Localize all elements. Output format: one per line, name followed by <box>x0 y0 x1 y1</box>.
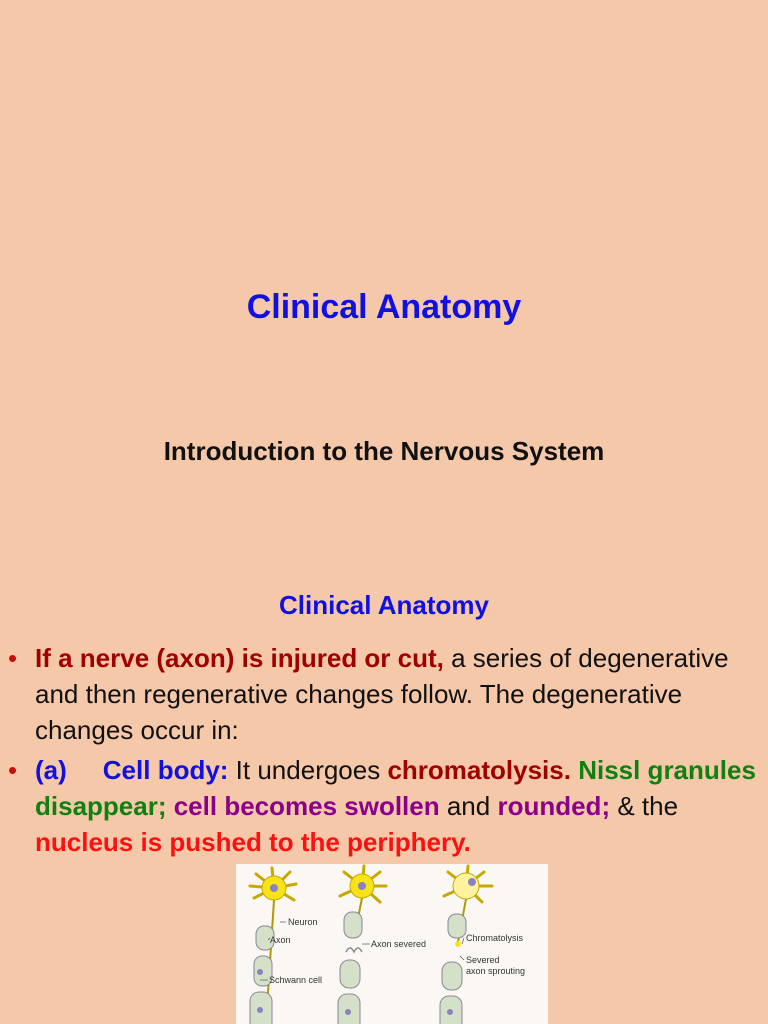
label-chromatolysis: Chromatolysis <box>466 933 524 943</box>
nucleus <box>358 882 366 890</box>
bullet-text: a series of degenerative and then regenerative changes follow. The degenerative changes occur in: <box>35 643 729 745</box>
term-nissl: Nissl granules disappear; <box>35 755 756 821</box>
chromatolysis-neuron <box>440 866 492 1024</box>
bullet-list <box>0 640 768 860</box>
bullet-item <box>0 752 768 860</box>
term-rounded: rounded; <box>497 791 611 821</box>
slide-subtitle: Introduction to the Nervous System <box>163 436 605 466</box>
bullet-dot-icon: • <box>8 643 18 673</box>
bullet-text: & the <box>610 791 679 821</box>
bullet-dot-icon: • <box>8 755 18 785</box>
neuron-diagram <box>236 864 548 1024</box>
myelin-segment <box>448 914 466 938</box>
swollen-cell-body <box>453 873 479 899</box>
peripheral-nucleus <box>468 878 476 886</box>
myelin-segment <box>344 912 362 938</box>
label-schwann-cell: Schwann cell <box>269 975 323 985</box>
neuron-injury-figure <box>236 864 548 1024</box>
label-neuron: Neuron <box>288 917 318 927</box>
term-nucleus: nucleus is pushed to the periphery. <box>35 827 471 857</box>
bullet-text: It undergoes <box>228 755 388 785</box>
bullet-marker: (a) <box>35 755 67 785</box>
severed-ends <box>346 948 362 952</box>
nucleus <box>270 884 278 892</box>
section-title: Clinical Anatomy <box>279 590 489 620</box>
myelin-segment <box>340 960 360 988</box>
bullet-text: and <box>439 791 498 821</box>
myelin-segment <box>442 962 462 990</box>
myelin-segment <box>338 994 360 1024</box>
label-axon: Axon <box>270 935 291 945</box>
bullet-highlight: If a nerve (axon) is injured or cut, <box>35 643 444 673</box>
term-swollen: cell becomes swollen <box>166 791 440 821</box>
bullet-item <box>0 640 768 748</box>
label-axon-sprouting: axon sprouting <box>466 966 526 976</box>
term-chromatolysis: chromatolysis. <box>387 755 571 785</box>
bullet-label: Cell body: <box>102 755 229 785</box>
slide-title: Clinical Anatomy <box>246 288 522 326</box>
intact-neuron <box>250 868 296 1024</box>
label-severed: Severed <box>466 955 500 965</box>
label-axon-severed: Axon severed <box>371 939 427 949</box>
